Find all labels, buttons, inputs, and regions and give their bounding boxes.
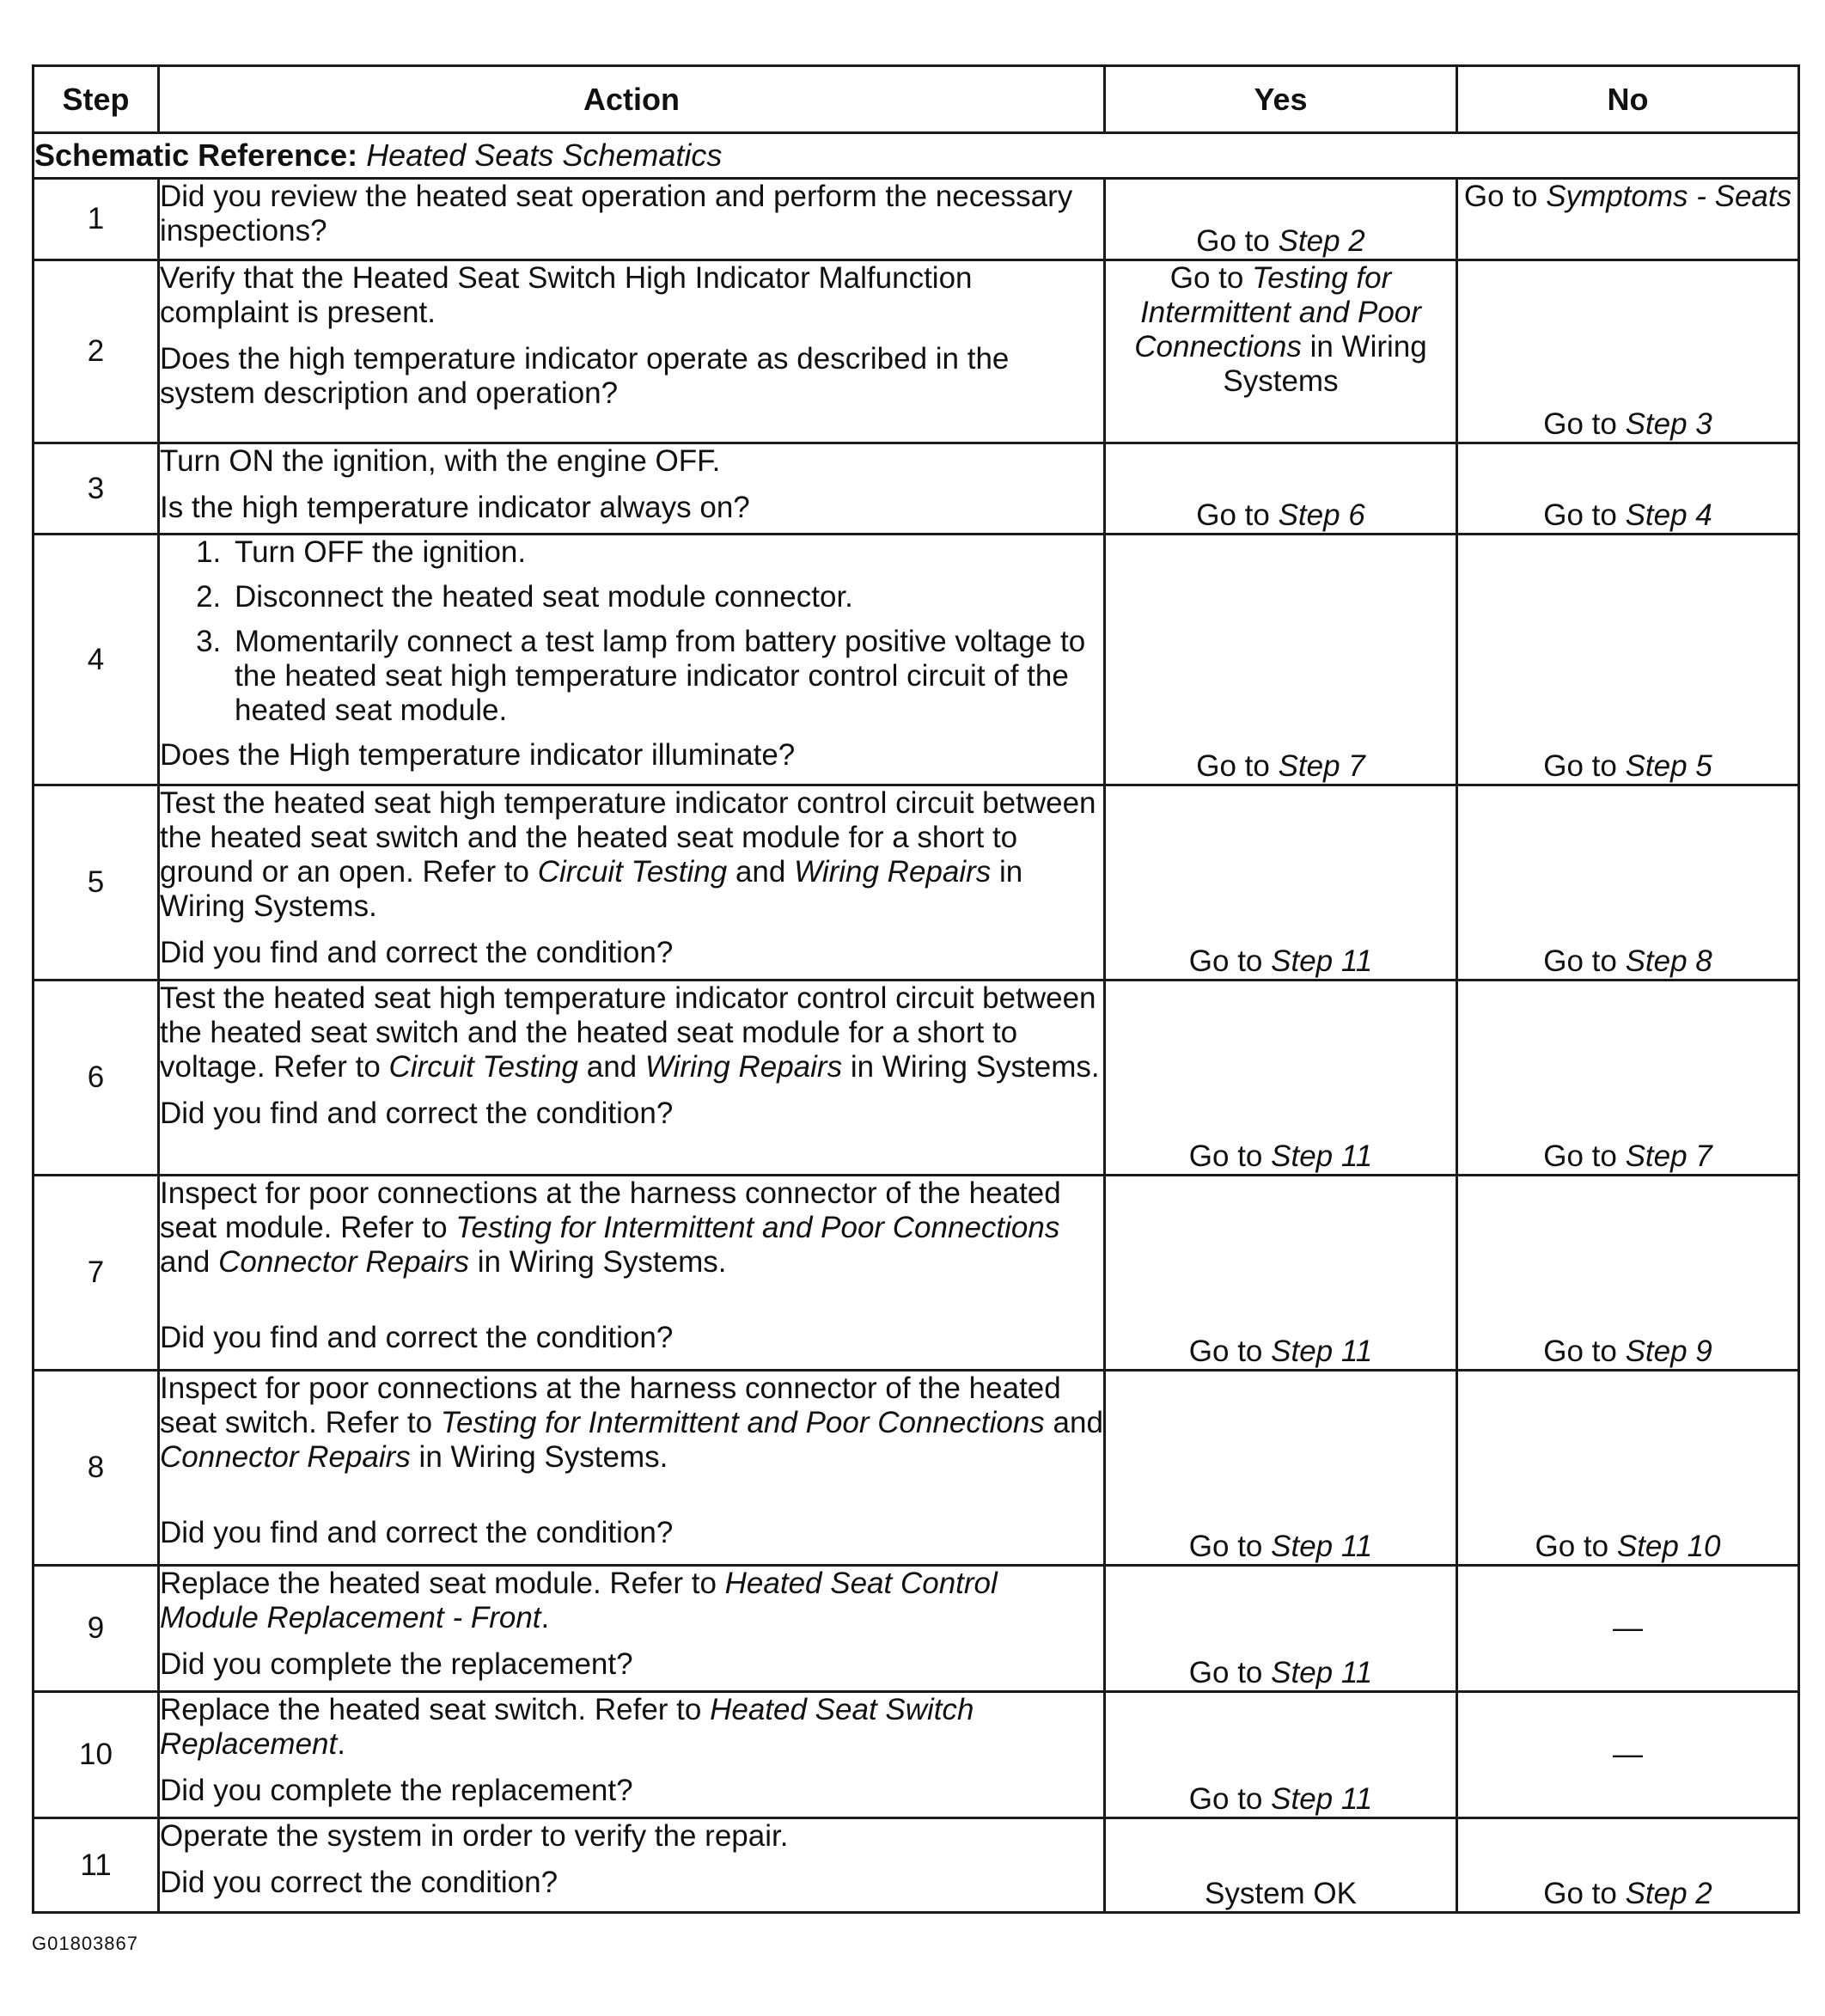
step-number: 9 — [34, 1566, 159, 1692]
action-question: Did you correct the condition? — [160, 1866, 558, 1899]
action-instruction: Replace the heated seat switch. Refer to Heated Seat Switch Replacement. — [160, 1693, 974, 1761]
column-header-action: Action — [159, 66, 1105, 133]
yes-link[interactable]: Step 11 — [1271, 1782, 1373, 1816]
step-number: 7 — [34, 1176, 159, 1371]
table-row — [34, 1176, 1799, 1371]
yes-cell: Go to Step 7 — [1105, 535, 1457, 785]
action-cell — [159, 535, 1105, 785]
no-link[interactable]: Step 10 — [1616, 1530, 1721, 1563]
action-question: Did you find and correct the condition? — [160, 936, 674, 969]
no-link[interactable]: Symptoms - Seats — [1546, 180, 1792, 213]
reference-link[interactable]: Connector Repairs — [218, 1245, 469, 1279]
action-cell — [159, 981, 1105, 1176]
table-row — [34, 443, 1799, 535]
step-number: 2 — [34, 260, 159, 443]
step-number: 5 — [34, 785, 159, 981]
reference-link[interactable]: Heated Seat Control Module Replacement - Front — [160, 1567, 998, 1634]
yes-link[interactable]: Step 11 — [1271, 1335, 1373, 1368]
step-number: 6 — [34, 981, 159, 1176]
reference-link[interactable]: Wiring Repairs — [644, 1050, 843, 1084]
column-header-yes: Yes — [1105, 66, 1457, 133]
yes-link[interactable]: Testing for Intermittent and Poor Connections — [1134, 261, 1421, 363]
no-cell: Go to Step 2 — [1457, 1818, 1799, 1913]
yes-cell: System OK — [1105, 1818, 1457, 1913]
action-cell — [159, 1566, 1105, 1692]
action-question: Did you complete the replacement? — [160, 1647, 633, 1681]
action-question: Did you find and correct the condition? — [160, 1516, 674, 1549]
no-cell: Go to Step 10 — [1457, 1371, 1799, 1566]
no-link[interactable]: Step 9 — [1625, 1335, 1712, 1368]
no-link[interactable]: Step 2 — [1625, 1877, 1712, 1910]
action-question: Did you complete the replacement? — [160, 1774, 633, 1807]
figure-id: G01803867 — [32, 1933, 138, 1954]
schematic-reference-label: Schematic Reference: — [34, 137, 358, 173]
yes-link[interactable]: Step 11 — [1271, 1656, 1373, 1689]
column-header-no: No — [1457, 66, 1799, 133]
no-link[interactable]: Step 7 — [1625, 1139, 1712, 1173]
action-instruction: Turn ON the ignition, with the engine OFF. — [160, 444, 721, 478]
table-row — [34, 981, 1799, 1176]
step-number: 11 — [34, 1818, 159, 1913]
no-cell: Go to Step 7 — [1457, 981, 1799, 1176]
schematic-reference-row — [34, 133, 1799, 179]
step-number: 1 — [34, 179, 159, 260]
yes-cell: Go to Step 6 — [1105, 443, 1457, 535]
no-cell: Go to Step 9 — [1457, 1176, 1799, 1371]
no-cell: — — [1457, 1566, 1799, 1692]
schematic-reference-link[interactable]: Heated Seats Schematics — [366, 137, 723, 173]
no-link[interactable]: Step 3 — [1625, 407, 1712, 441]
action-instruction: Verify that the Heated Seat Switch High Indicator Malfunction complaint is present. — [160, 261, 973, 329]
reference-link[interactable]: Heated Seat Switch Replacement — [160, 1693, 974, 1761]
action-cell — [159, 260, 1105, 443]
yes-link[interactable]: Step 7 — [1278, 749, 1365, 783]
no-cell: Go to Symptoms - Seats — [1457, 179, 1799, 260]
action-instruction: Test the heated seat high temperature indicator control circuit between the heated seat switch and the heated seat module for a short to ground or an open. Refer to Circuit Testing and Wiring Repairs in Wiring Systems. — [160, 786, 1096, 923]
action-cell — [159, 1692, 1105, 1818]
yes-cell: Go to Step 11 — [1105, 1176, 1457, 1371]
reference-link[interactable]: Wiring Repairs — [794, 855, 992, 889]
action-instruction: Replace the heated seat module. Refer to Heated Seat Control Module Replacement - Front. — [160, 1567, 998, 1634]
action-question: Did you review the heated seat operation and perform the necessary inspections? — [160, 180, 1073, 247]
yes-link[interactable]: Step 11 — [1271, 1530, 1373, 1563]
step-number: 4 — [34, 535, 159, 785]
action-cell — [159, 1176, 1105, 1371]
yes-cell: Go to Step 11 — [1105, 1371, 1457, 1566]
step-number: 10 — [34, 1692, 159, 1818]
yes-cell: Go to Step 11 — [1105, 1566, 1457, 1692]
yes-cell: Go to Step 2 — [1105, 179, 1457, 260]
action-instruction: Operate the system in order to verify the repair. — [160, 1819, 789, 1853]
action-question: Does the High temperature indicator illuminate? — [160, 738, 796, 772]
yes-link[interactable]: Step 11 — [1271, 944, 1373, 978]
table-row — [34, 1371, 1799, 1566]
list-item: 1. Turn OFF the ignition. — [229, 535, 1103, 570]
no-link[interactable]: Step 4 — [1625, 498, 1712, 532]
yes-link[interactable]: Step 2 — [1278, 224, 1365, 258]
table-row — [34, 260, 1799, 443]
action-question: Does the high temperature indicator operate as described in the system description and operation? — [160, 342, 1010, 410]
table-row — [34, 535, 1799, 785]
schematic-reference — [34, 133, 1799, 179]
action-instruction: Test the heated seat high temperature indicator control circuit between the heated seat switch and the heated seat module for a short to voltage. Refer to Circuit Testing and Wiring Repairs in Wiring Systems. — [160, 981, 1100, 1084]
no-link[interactable]: Step 8 — [1625, 944, 1712, 978]
reference-link[interactable]: Testing for Intermittent and Poor Connections — [440, 1406, 1045, 1439]
step-number: 3 — [34, 443, 159, 535]
header-row — [34, 66, 1799, 133]
action-question: Did you find and correct the condition? — [160, 1097, 674, 1130]
action-cell — [159, 443, 1105, 535]
yes-cell: Go to Step 11 — [1105, 785, 1457, 981]
yes-cell: Go to Step 11 — [1105, 1692, 1457, 1818]
list-item: 2. Disconnect the heated seat module connector. — [229, 580, 1103, 614]
yes-link[interactable]: Step 6 — [1278, 498, 1365, 532]
yes-cell: Go to Step 11 — [1105, 981, 1457, 1176]
action-instruction: Inspect for poor connections at the harness connector of the heated seat switch. Refer to Testing for Intermittent and Poor Connections and Connector Repairs in Wiring Systems. — [160, 1371, 1103, 1474]
table-row — [34, 1818, 1799, 1913]
action-cell — [159, 1818, 1105, 1913]
no-cell: Go to Step 8 — [1457, 785, 1799, 981]
reference-link[interactable]: Circuit Testing — [388, 1050, 579, 1084]
table-row — [34, 1566, 1799, 1692]
column-header-step: Step — [34, 66, 159, 133]
table-row — [34, 785, 1799, 981]
step-number: 8 — [34, 1371, 159, 1566]
action-cell — [159, 1371, 1105, 1566]
reference-link[interactable]: Connector Repairs — [160, 1440, 411, 1474]
no-cell: Go to Step 3 — [1457, 260, 1799, 443]
reference-link[interactable]: Circuit Testing — [537, 855, 728, 889]
no-cell: Go to Step 5 — [1457, 535, 1799, 785]
yes-link[interactable]: Step 11 — [1271, 1139, 1373, 1173]
action-question: Is the high temperature indicator always on? — [160, 491, 750, 524]
yes-cell: Go to Testing for Intermittent and Poor Connections in Wiring Systems — [1105, 260, 1457, 443]
list-item: 3. Momentarily connect a test lamp from battery positive voltage to the heated seat high temperature indicator control circuit of the heated seat module. — [229, 625, 1103, 728]
diagnostic-table — [32, 64, 1800, 1914]
no-link[interactable]: Step 5 — [1625, 749, 1712, 783]
no-cell: — — [1457, 1692, 1799, 1818]
no-cell: Go to Step 4 — [1457, 443, 1799, 535]
action-question: Did you find and correct the condition? — [160, 1321, 674, 1354]
action-cell — [159, 179, 1105, 260]
action-instruction: Inspect for poor connections at the harness connector of the heated seat module. Refer to Testing for Intermittent and Poor Connections and Connector Repairs in Wiring Systems. — [160, 1176, 1061, 1279]
table-row — [34, 1692, 1799, 1818]
reference-link[interactable]: Testing for Intermittent and Poor Connections — [455, 1211, 1060, 1244]
table-row — [34, 179, 1799, 260]
action-steps-list — [160, 535, 1103, 728]
action-cell — [159, 785, 1105, 981]
